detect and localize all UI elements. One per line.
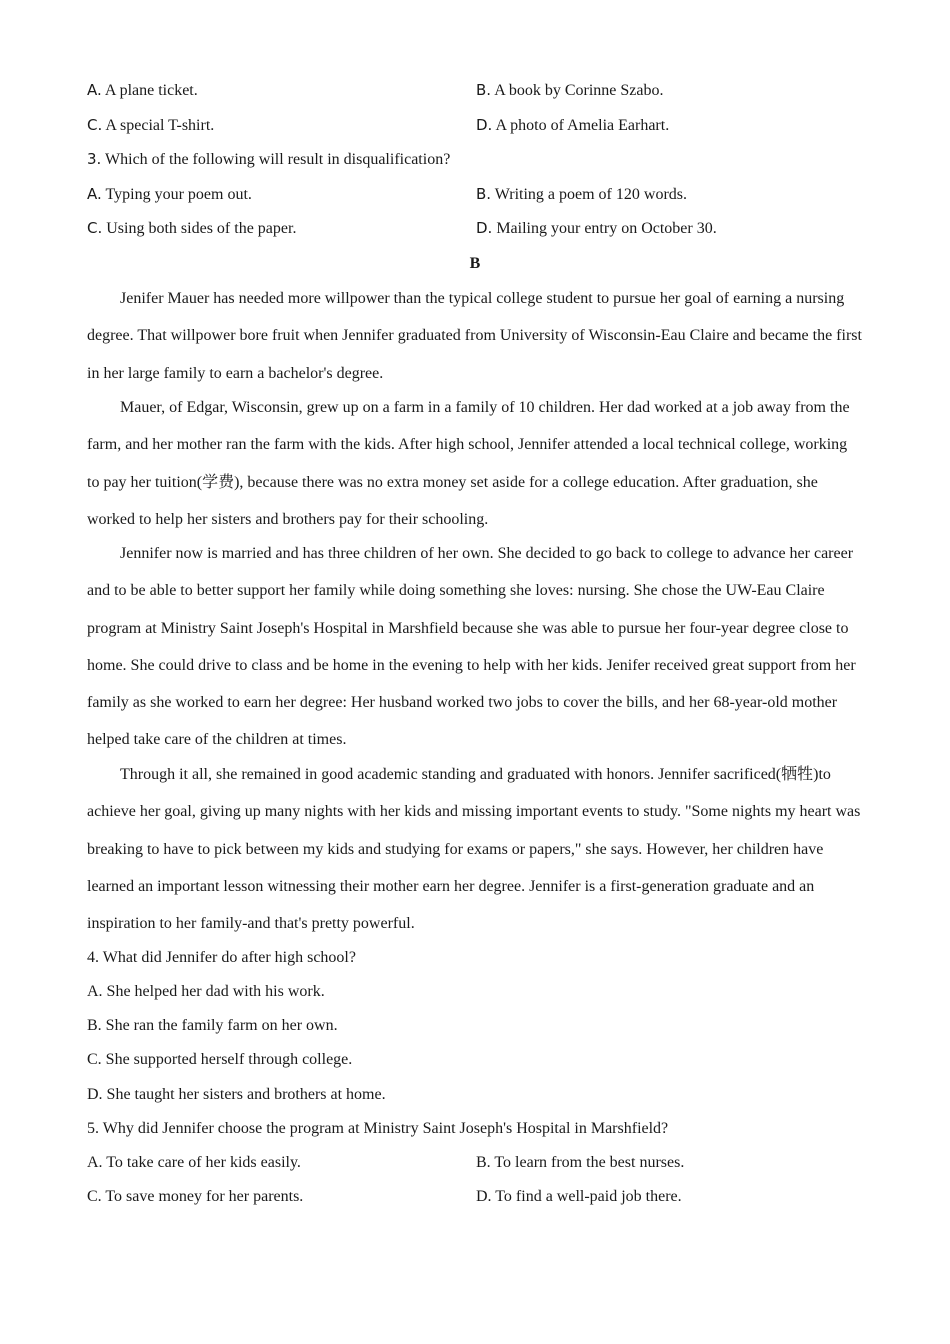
- q4-option-c: C. She supported herself through college.: [87, 1051, 353, 1068]
- q5-option-b: B. To learn from the best nurses.: [476, 1154, 685, 1171]
- q5-options-row-1: [87, 1152, 863, 1174]
- q5-option-d: D. To find a well-paid job there.: [476, 1188, 682, 1205]
- q2-options-row-1: [87, 79, 863, 101]
- q2-options-row-2: [87, 114, 863, 136]
- q2-option-a: A. A plane ticket.: [87, 81, 198, 99]
- q3-option-c: C. Using both sides of the paper.: [87, 219, 297, 237]
- passage-paragraph-3: Jennifer now is married and has three children of her own. She decided to go back to college to advance her career and to be able to better support her family while doing something she loves: nursing. She chose the UW-Eau Claire program at Ministry Saint Joseph's Hospital in Marshfield because she was able to pursue her four-year degree close to home. She could drive to class and be home in the evening to help with her kids. Jenifer received great support from her family as she worked to earn her degree: Her husband worked two jobs to cover the bills, and her 68-year-old mother helped take care of the children at times.: [87, 545, 856, 749]
- passage-paragraph-2: Mauer, of Edgar, Wisconsin, grew up on a farm in a family of 10 children. Her dad worked at a job away from the farm, and her mother ran the farm with the kids. After high school, Jennifer attended a local technical college, working to pay her tuition(学费), because there was no extra money set aside for a college education. After graduation, she worked to help her sisters and brothers pay for their schooling.: [87, 399, 850, 528]
- q3-option-b: B. Writing a poem of 120 words.: [476, 185, 687, 203]
- q3-options-row-1: [87, 183, 863, 205]
- passage-paragraph-1: Jenifer Mauer has needed more willpower than the typical college student to pursue her goal of earning a nursing degree. That willpower bore fruit when Jennifer graduated from University of Wisconsin-Eau Claire and became the first in her large family to earn a bachelor's degree.: [87, 290, 862, 382]
- q5-option-c: C. To save money for her parents.: [87, 1188, 304, 1205]
- q4-option-b: B. She ran the family farm on her own.: [87, 1017, 338, 1034]
- section-b-heading: B: [469, 255, 481, 272]
- q5-options-row-2: [87, 1186, 863, 1208]
- q5-option-a: A. To take care of her kids easily.: [87, 1154, 301, 1171]
- q4-option-a: A. She helped her dad with his work.: [87, 983, 325, 1000]
- q2-option-c: C. A special T-shirt.: [87, 116, 215, 134]
- q3-option-d: D. Mailing your entry on October 30.: [476, 219, 717, 237]
- q2-option-b: B. A book by Corinne Szabo.: [476, 81, 664, 99]
- q3-question: 3. Which of the following will result in disqualification?: [87, 150, 451, 168]
- q4-option-d: D. She taught her sisters and brothers at home.: [87, 1086, 386, 1103]
- q3-options-row-2: [87, 217, 863, 239]
- passage-paragraph-4: Through it all, she remained in good academic standing and graduated with honors. Jennifer sacrificed(牺牲)to achieve her goal, giving up many nights with her kids and missing important events to study. "Some nights my heart was breaking to have to pick between my kids and studying for exams or papers," she says. However, her children have learned an important lesson witnessing their mother earn her degree. Jennifer is a first-generation graduate and an inspiration to her family-and that's pretty powerful.: [87, 766, 861, 933]
- q4-question: 4. What did Jennifer do after high school?: [87, 949, 356, 966]
- q3-option-a: A. Typing your poem out.: [87, 185, 252, 203]
- q2-option-d: D. A photo of Amelia Earhart.: [476, 116, 670, 134]
- q5-question: 5. Why did Jennifer choose the program at Ministry Saint Joseph's Hospital in Marshfield?: [87, 1120, 669, 1137]
